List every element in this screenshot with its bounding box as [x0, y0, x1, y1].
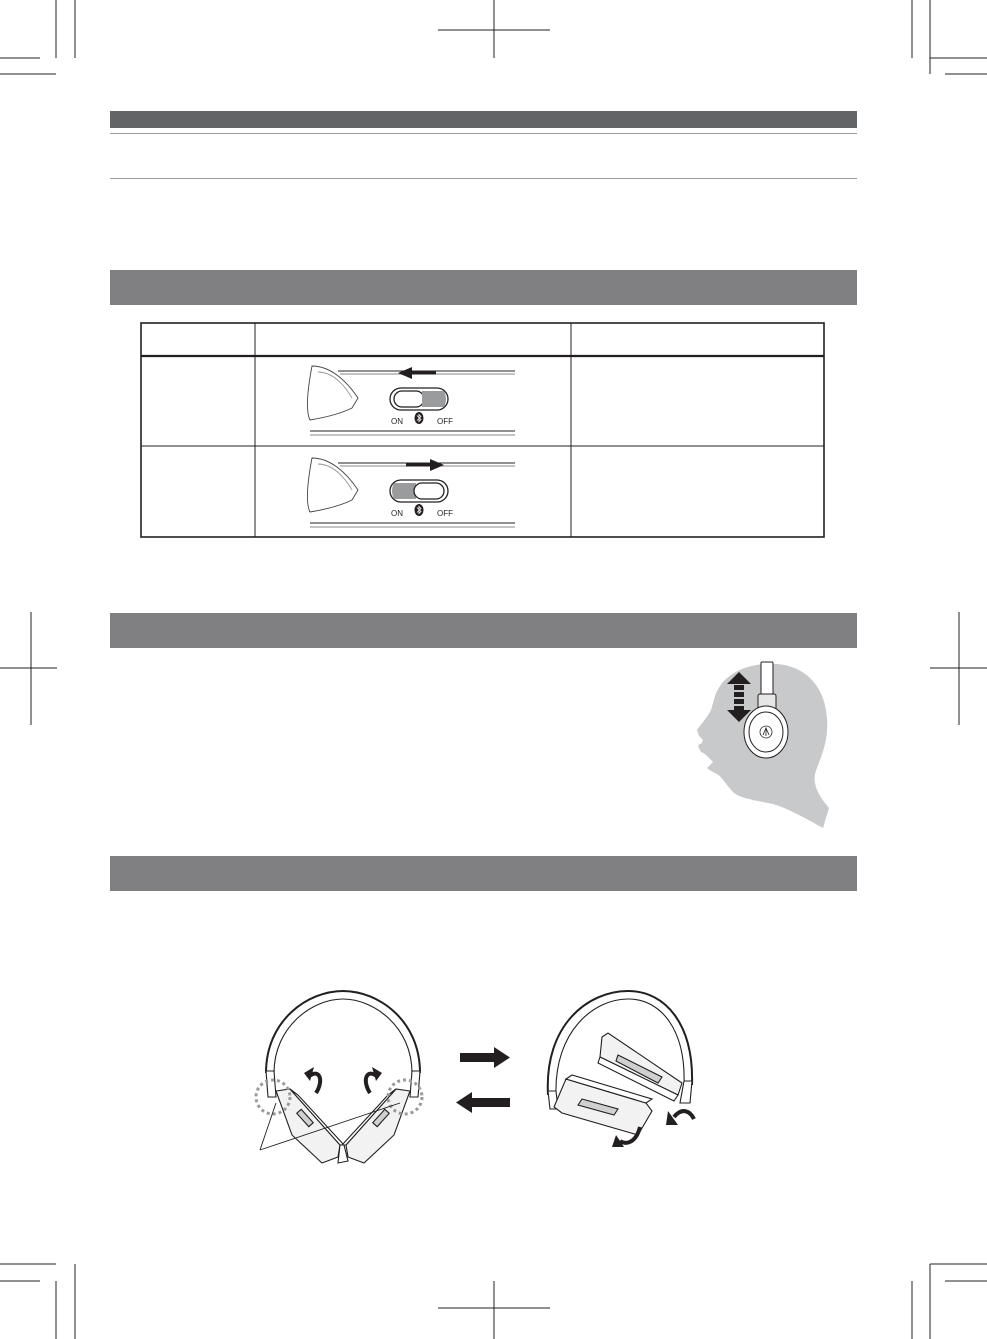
- switch-label-off: OFF: [437, 509, 453, 518]
- section-bar-power: [110, 270, 857, 305]
- section-bar-wearing: [110, 613, 857, 648]
- switch-illustration-on: [300, 358, 520, 442]
- head-with-headphones-drawing: [693, 656, 833, 831]
- header-rule-bottom: [110, 178, 857, 179]
- header-rule-top: [110, 133, 857, 134]
- rotate-arrow-icon: [674, 1111, 694, 1119]
- switch-label-on: ON: [391, 509, 403, 518]
- switch-off-drawing: [300, 450, 520, 534]
- section-bar-folding: [110, 856, 857, 891]
- arrow-left-icon: [456, 1092, 510, 1113]
- arrow-left-icon: [398, 367, 436, 379]
- switch-on-drawing: [300, 358, 520, 442]
- arrow-right-icon: [406, 459, 444, 471]
- arrow-right-icon: [460, 1047, 510, 1068]
- switch-illustration-off: [300, 450, 520, 534]
- switch-label-off: OFF: [437, 417, 453, 426]
- switch-label-on: ON: [391, 417, 403, 426]
- page-header-bar: [110, 111, 857, 128]
- folding-illustration: [248, 985, 708, 1170]
- bluetooth-icon: [415, 504, 424, 516]
- folding-headphones-drawing: [248, 985, 708, 1170]
- head-illustration: [693, 656, 833, 831]
- bluetooth-icon: [415, 412, 424, 424]
